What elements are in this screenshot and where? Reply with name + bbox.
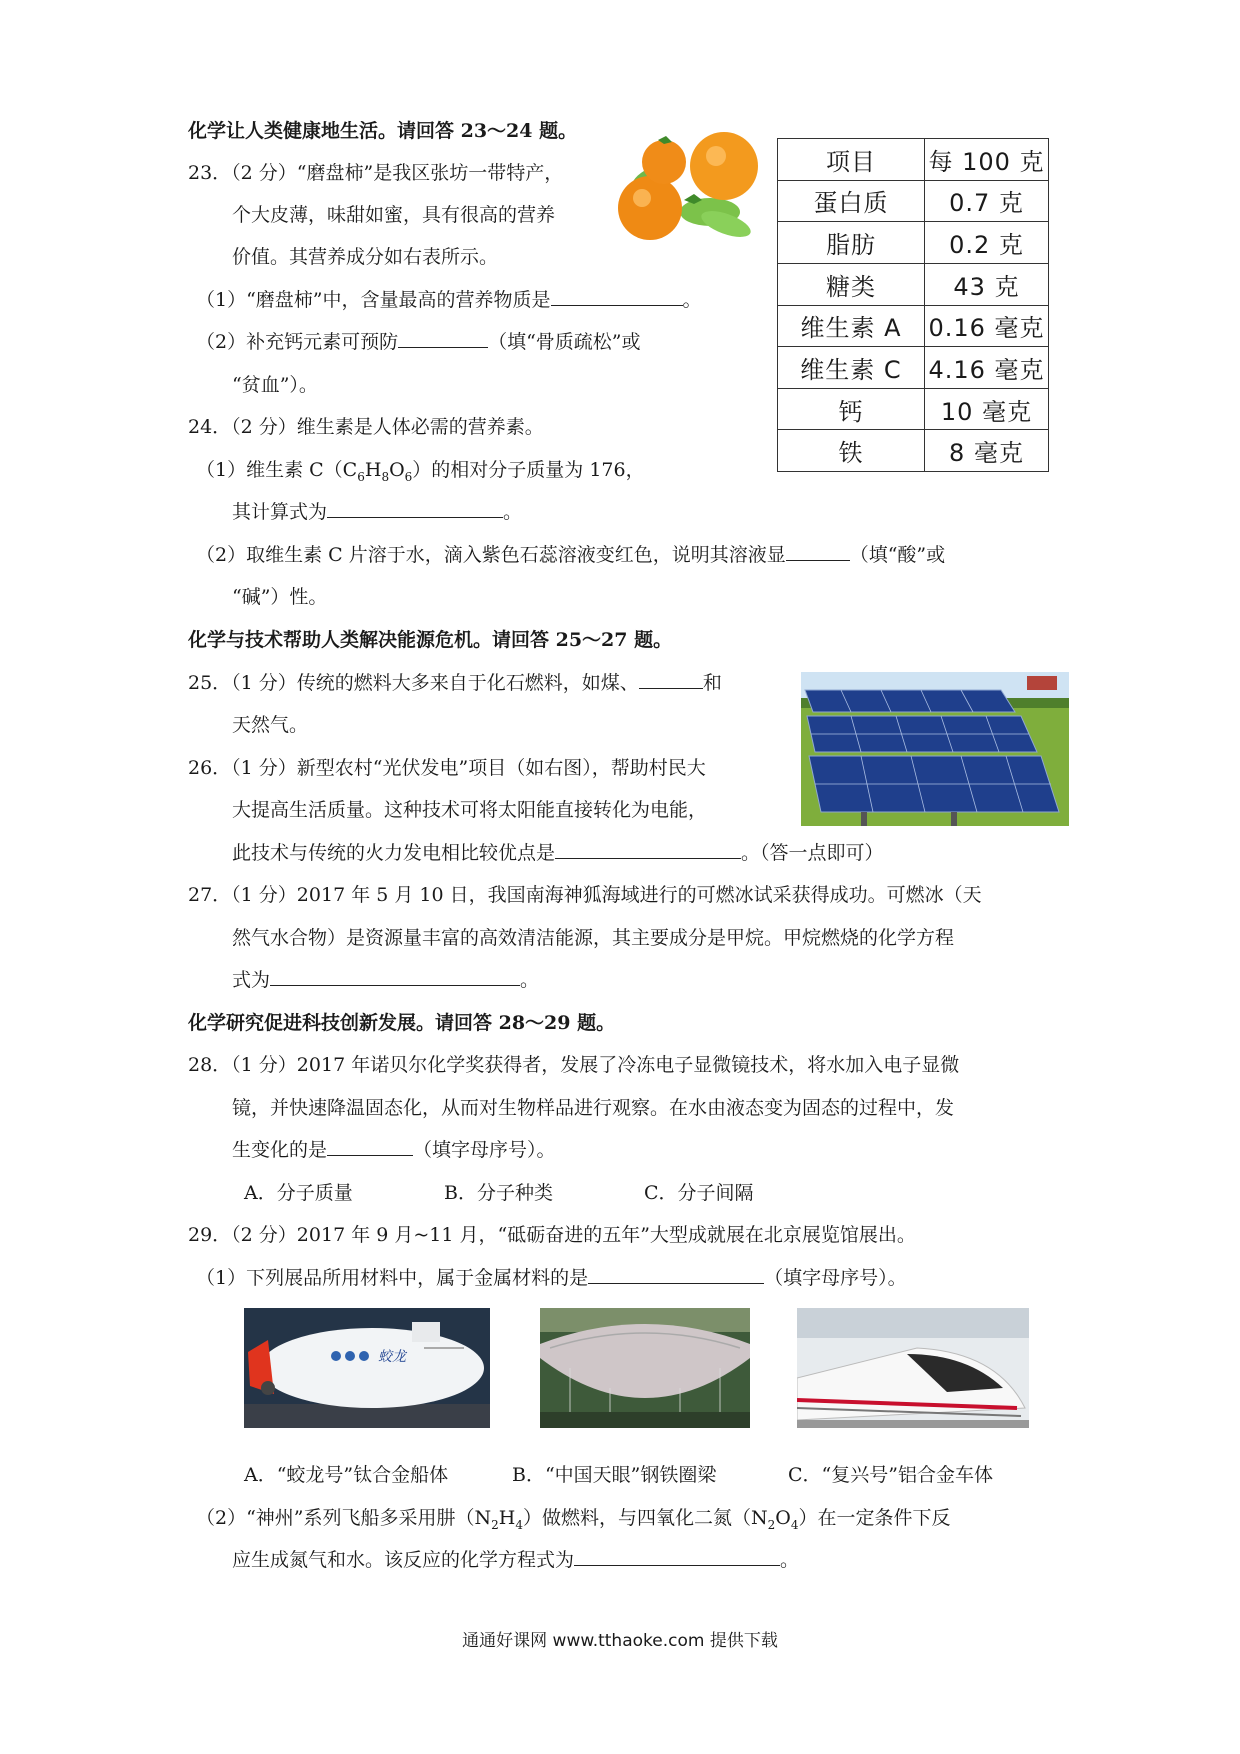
fast-telescope-image <box>540 1308 750 1428</box>
table-cell: 10 毫克 <box>925 388 1049 430</box>
q26-line2: 大提高生活质量。这种技术可将太阳能直接转化为电能， <box>232 799 708 821</box>
answer-blank[interactable] <box>555 840 741 859</box>
q24-line1: 24．（2 分）维生素是人体必需的营养素。 <box>188 416 544 438</box>
q27-line3: 式为 。 <box>232 969 540 991</box>
q28-option-c: C．分子间隔 <box>644 1182 754 1204</box>
table-cell: 0.2 克 <box>925 222 1049 264</box>
answer-blank[interactable] <box>639 670 703 689</box>
q25-line1: 25．（1 分）传统的燃料大多来自于化石燃料，如煤、 和 <box>188 672 722 694</box>
table-cell: 0.7 克 <box>925 180 1049 222</box>
exhibit-caption-a: A．“蛟龙号”钛合金船体 <box>244 1464 449 1486</box>
table-cell: 4.16 毫克 <box>925 347 1049 389</box>
answer-blank[interactable] <box>574 1547 780 1566</box>
section-header-health: 化学让人类健康地生活。请回答 23～24 题。 <box>188 120 578 142</box>
page-footer: 通通好课网 www.tthaoke.com 提供下载 <box>462 1631 778 1651</box>
table-row <box>778 263 1049 305</box>
table-row <box>778 139 1049 181</box>
q28-line2: 镜，并快速降温固态化，从而对生物样品进行观察。在水由液态变为固态的过程中，发 <box>232 1097 955 1119</box>
q29-line1: 29．（2 分）2017 年 9 月~11 月，“砥砺奋进的五年”大型成就展在北京展览馆展出。 <box>188 1224 916 1246</box>
table-row <box>778 305 1049 347</box>
table-cell: 维生素 C <box>778 347 925 389</box>
q26-line1: 26．（1 分）新型农村“光伏发电”项目（如右图），帮助村民大 <box>188 757 706 779</box>
jiaolong-hull-label: 蛟龙 <box>378 1349 406 1365</box>
q28-line1: 28．（1 分）2017 年诺贝尔化学奖获得者，发展了冷冻电子显微镜技术，将水加入电子显微 <box>188 1054 960 1076</box>
section-header-energy: 化学与技术帮助人类解决能源危机。请回答 25～27 题。 <box>188 629 673 651</box>
table-cell: 43 克 <box>925 263 1049 305</box>
q24-part1: （1）维生素 $C(C_6H_8O_6)$的相对分子质量为 176， <box>196 459 645 484</box>
q23-line2: 个大皮薄，味甜如蜜，具有很高的营养 <box>232 204 556 226</box>
q24-part2-cont: “碱”）性。 <box>232 586 328 608</box>
answer-blank[interactable] <box>327 499 503 518</box>
solar-panel-image <box>801 672 1069 826</box>
section-header-innovation: 化学研究促进科技创新发展。请回答 28～29 题。 <box>188 1012 616 1034</box>
table-cell: 项目 <box>778 139 925 181</box>
persimmon-image <box>614 124 760 242</box>
answer-blank[interactable] <box>398 329 488 348</box>
q29-part2: （2）“神州”系列飞船多采用肼$(N_2H_4)$做燃料，与四氧化二氮$(N_2O_4)$在一定条件下反 <box>196 1507 951 1532</box>
answer-blank[interactable] <box>551 287 683 306</box>
fuxing-train-image <box>797 1308 1029 1428</box>
q25-line2: 天然气。 <box>232 714 309 736</box>
answer-blank[interactable] <box>786 542 850 561</box>
answer-blank[interactable] <box>588 1265 764 1284</box>
table-row <box>778 388 1049 430</box>
q23-part2-cont: “贫血”）。 <box>232 374 318 396</box>
table-row <box>778 347 1049 389</box>
exhibit-caption-c: C．“复兴号”铝合金车体 <box>788 1464 993 1486</box>
nutrition-table <box>777 138 1049 472</box>
q24-part1-formula: 其计算式为 。 <box>232 501 523 523</box>
q29-part1: （1）下列展品所用材料中，属于金属材料的是 （填字母序号）。 <box>196 1267 907 1289</box>
answer-blank[interactable] <box>327 1137 413 1156</box>
table-row <box>778 222 1049 264</box>
table-cell: 脂肪 <box>778 222 925 264</box>
table-cell: 钙 <box>778 388 925 430</box>
q23-part1: （1）“磨盘柿”中，含量最高的营养物质是 。 <box>196 289 702 311</box>
table-cell: 维生素 A <box>778 305 925 347</box>
table-cell: 每 100 克 <box>925 139 1049 181</box>
q23-part2: （2）补充钙元素可预防 （填“骨质疏松”或 <box>196 331 641 353</box>
q27-line2: 然气水合物）是资源量丰富的高效清洁能源，其主要成分是甲烷。甲烷燃烧的化学方程 <box>232 927 955 949</box>
table-cell: 铁 <box>778 430 925 472</box>
table-row <box>778 180 1049 222</box>
jiaolong-submarine-image <box>244 1308 490 1428</box>
q23-line3: 价值。其营养成分如右表所示。 <box>232 246 499 268</box>
table-cell: 0.16 毫克 <box>925 305 1049 347</box>
table-cell: 蛋白质 <box>778 180 925 222</box>
table-row <box>778 430 1049 472</box>
q28-option-a: A．分子质量 <box>244 1182 353 1204</box>
q28-option-b: B．分子种类 <box>444 1182 553 1204</box>
q26-line3: 此技术与传统的火力发电相比较优点是 。（答一点即可） <box>232 842 884 864</box>
q23-line1: 23．（2 分）“磨盘柿”是我区张坊一带特产， <box>188 162 564 184</box>
q24-part2: （2）取维生素 C 片溶于水，滴入紫色石蕊溶液变红色，说明其溶液显 （填“酸”或 <box>196 544 946 566</box>
q29-part2-cont: 应生成氮气和水。该反应的化学方程式为 。 <box>232 1549 800 1571</box>
q28-line3: 生变化的是 （填字母序号）。 <box>232 1139 556 1161</box>
answer-blank[interactable] <box>270 967 520 986</box>
table-cell: 8 毫克 <box>925 430 1049 472</box>
table-cell: 糖类 <box>778 263 925 305</box>
q27-line1: 27．（1 分）2017 年 5 月 10 日，我国南海神狐海域进行的可燃冰试采获得成功。可燃冰（天 <box>188 884 982 906</box>
exhibit-caption-b: B．“中国天眼”钢铁圈梁 <box>512 1464 717 1486</box>
